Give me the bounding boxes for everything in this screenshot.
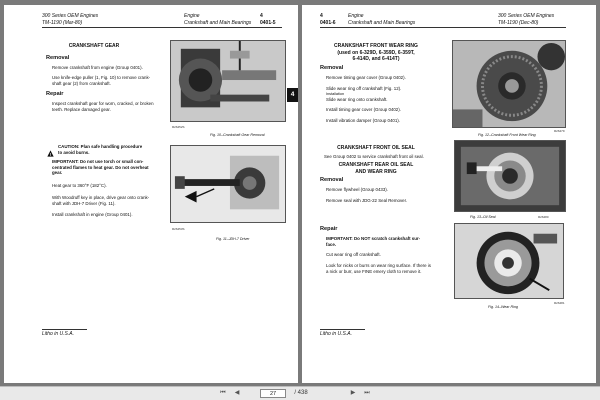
- fig14-caption: Fig. 14–Wear Ring: [488, 305, 518, 309]
- right-header-series: 300 Series OEM Engines TM-1190 (Dec-80): [498, 13, 555, 26]
- viewer-toolbar: [0, 386, 600, 400]
- left-title: CRANKSHAFT GEAR: [68, 43, 120, 49]
- left-header-section: Engine Crankshaft and Main Bearings: [184, 13, 252, 26]
- prev-page-button[interactable]: ◀: [234, 390, 240, 396]
- left-removal-line-2: Use knife-edge puller (1, Fig. 10) to remove crank-: [52, 75, 151, 80]
- left-install-line-2: shaft with JDH-7 Driver (Fig. 11).: [52, 200, 116, 206]
- fig10-gear-puller-photo: [170, 40, 286, 122]
- left-install-line-1: With Woodruff key in place, drive gear onto crank-: [52, 195, 150, 200]
- front-oil-seal-line: See Group 0402 to service crankshaft front oil seal.: [324, 154, 424, 159]
- right-repair-line-1: Cut wear ring off crankshaft.: [326, 252, 381, 257]
- left-important-line-2: centrated flames to heat gear. Do not overheat: [52, 164, 149, 170]
- section-tab: 4: [287, 88, 298, 102]
- right-page: [302, 5, 596, 383]
- left-footer-rule: [42, 329, 87, 330]
- right-header-section: Engine Crankshaft and Main Bearings: [348, 13, 416, 26]
- fig13-code: R26480: [538, 215, 549, 219]
- right-removal-line-1: Remove timing gear cover (Group 0402).: [326, 75, 406, 80]
- last-page-button[interactable]: ⏭: [364, 390, 370, 396]
- page-total: / 438: [294, 390, 308, 396]
- left-important-line-3: gear.: [52, 170, 63, 176]
- right-removal-heading: Removal: [320, 65, 344, 71]
- caution-line-1: CAUTION: Plan safe handling procedure: [58, 144, 143, 149]
- left-header-page: 4 0401-5: [260, 13, 276, 26]
- rear-removal-line-1: Remove flywheel (Group 0433).: [326, 187, 388, 192]
- wear-ring-title-2: (used on 6-329D, 6-359D, 6-359T,: [337, 49, 415, 56]
- right-removal-line-5: Install timing gear cover (Group 0402).: [326, 107, 401, 112]
- fig11-driver-photo: [170, 145, 286, 223]
- fig14-wear-ring-photo: [454, 223, 564, 299]
- wear-ring-title-3: 6-414D, and 6-414T): [352, 56, 400, 62]
- front-oil-seal-title: CRANKSHAFT FRONT OIL SEAL: [337, 145, 415, 151]
- caution-line-2: to avoid burns.: [58, 149, 90, 155]
- right-installation-label: Installation: [326, 91, 345, 96]
- left-header-series: 300 Series OEM Engines TM-1190 (Mar-80): [42, 13, 99, 26]
- fig12-wear-ring-photo: [452, 40, 566, 128]
- left-install-last: Install crankshaft in engine (Group 0401).: [52, 212, 133, 217]
- fig10-code: R26452S: [172, 125, 185, 129]
- fig11-code: R26453S: [172, 227, 185, 231]
- left-removal-line-1: Remove crankshaft from engine (Group 0401).: [52, 65, 143, 70]
- wear-ring-title-1: CRANKSHAFT FRONT WEAR RING: [334, 43, 418, 49]
- right-important-line-1: IMPORTANT: Do NOT scratch crankshaft sur-: [326, 236, 421, 241]
- right-repair-heading: Repair: [320, 226, 338, 232]
- right-removal-line-4: Slide wear ring onto crankshaft.: [326, 96, 388, 102]
- left-page: [4, 5, 298, 383]
- left-repair-line-2: teeth. Replace damaged gear.: [52, 106, 111, 112]
- fig13-oil-seal-photo: [454, 140, 566, 212]
- fig14-code: R26481: [554, 301, 565, 305]
- next-page-button[interactable]: ▶: [350, 390, 356, 396]
- rear-seal-title-1: CRANKSHAFT REAR OIL SEAL: [338, 162, 414, 168]
- fig11-caption: Fig. 11–JDH-7 Driver: [216, 237, 250, 241]
- rear-removal-line-2: Remove seal with JDG-22 Seal Remover.: [326, 198, 408, 203]
- fig10-caption: Fig. 10–Crankshaft Gear Removal: [210, 133, 265, 137]
- right-repair-line-2: Look for nicks or burrs on wear ring surface. If there is: [326, 263, 431, 268]
- page-number-input[interactable]: [260, 389, 286, 398]
- left-header-rule: [42, 27, 282, 28]
- fig12-code: R26479: [554, 129, 565, 133]
- fig12-caption: Fig. 12–Crankshaft Front Wear Ring: [478, 133, 536, 137]
- caution-icon: [47, 144, 54, 157]
- right-important-line-2: face.: [326, 241, 337, 247]
- left-important-line-1: IMPORTANT: Do not use torch or small con-: [52, 159, 144, 164]
- first-page-button[interactable]: ⏮: [220, 390, 226, 396]
- left-removal-heading: Removal: [46, 55, 70, 61]
- left-repair-heading: Repair: [46, 91, 64, 97]
- right-footer: Litho in U.S.A.: [320, 331, 352, 337]
- right-repair-line-3: a nick or burr, use FINE emery cloth to remove it.: [326, 268, 422, 274]
- left-removal-line-3: shaft gear (2) from crankshaft.: [52, 80, 111, 86]
- left-footer: Litho in U.S.A.: [42, 331, 74, 337]
- right-removal-line-6: Install vibration damper (Group 0401).: [326, 118, 400, 123]
- right-header-page: 4 0401-6: [320, 13, 336, 26]
- rear-seal-title-2: AND WEAR RING: [355, 168, 397, 175]
- right-header-rule: [320, 27, 566, 28]
- svg-text:!: !: [49, 152, 52, 157]
- fig13-caption: Fig. 13–Oil Seal: [470, 215, 496, 219]
- right-footer-rule: [320, 329, 365, 330]
- rear-removal-heading: Removal: [320, 177, 344, 183]
- heat-line: Heat gear to 360°F (182°C).: [52, 183, 107, 188]
- left-repair-line-1: Inspect crankshaft gear for worn, cracked, or broken: [52, 101, 154, 106]
- right-removal-line-2: Slide wear ring off crankshaft (Fig. 12).: [326, 86, 402, 91]
